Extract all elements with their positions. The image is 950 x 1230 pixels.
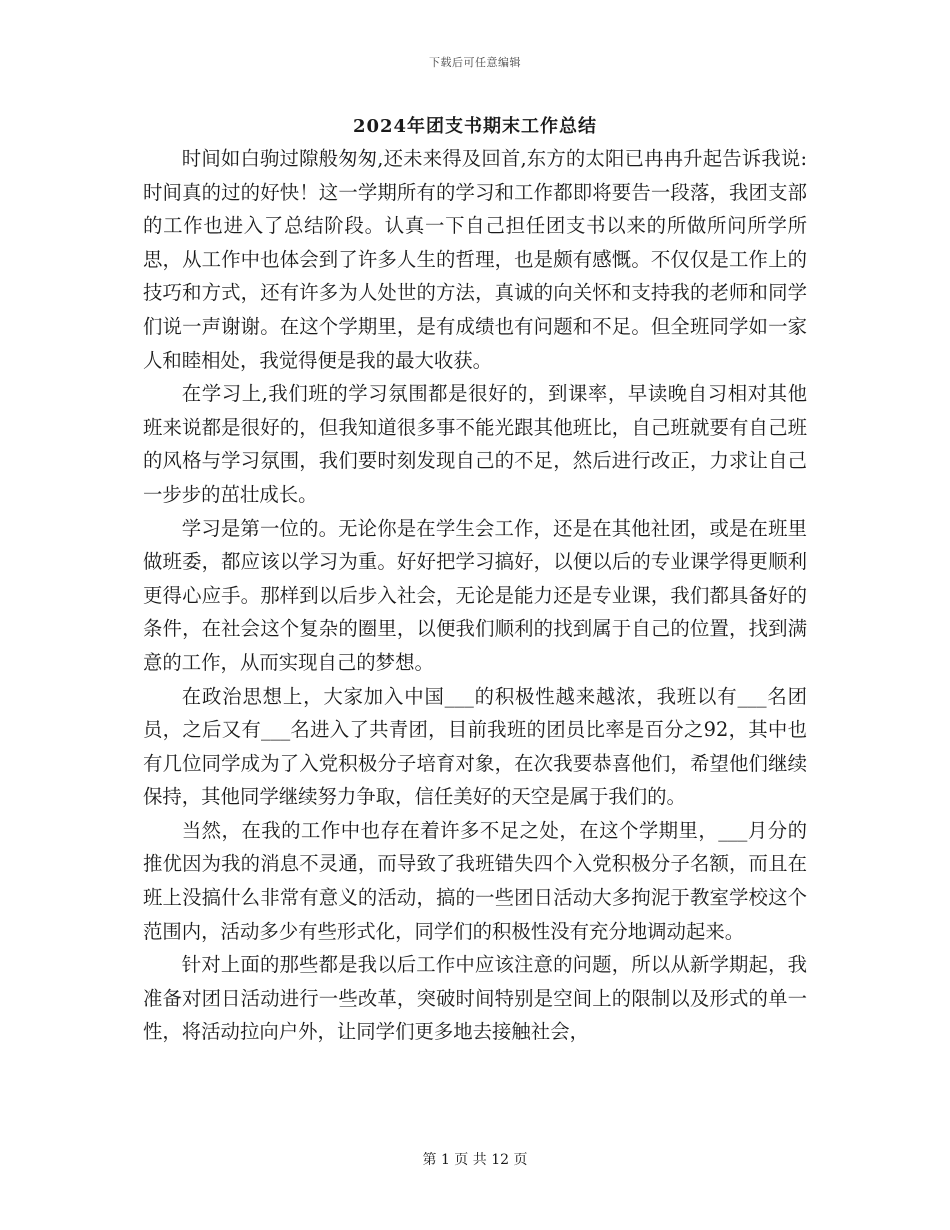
paragraph: 在政治思想上，大家加入中国___的积极性越来越浓，我班以有___名团员，之后又有___名进入了共青团，目前我班的团员比率是百分之92，其中也有几位同学成为了入党积极分子培育对象，在次我要恭喜他们，希望他们继续保持，其他同学继续努力争取，信任美好的天空是属于我们的。 <box>143 684 807 809</box>
paragraph: 当然，在我的工作中也存在着许多不足之处，在这个学期里，___月分的推优因为我的消息不灵通，而导致了我班错失四个入党积极分子名额，而且在班上没搞什么非常有意义的活动，搞的一些团日活动大多拘泥于教室学校这个范围内，活动多少有些形式化，同学们的积极性没有充分地调动起来。 <box>143 818 807 943</box>
paragraph: 学习是第一位的。无论你是在学生会工作，还是在其他社团，或是在班里做班委，都应该以学习为重。好好把学习搞好，以便以后的专业课学得更顺利更得心应手。那样到以后步入社会，无论是能力还是专业课，我们都具备好的条件，在社会这个复杂的圈里，以便我们顺利的找到属于自己的位置，找到满意的工作，从而实现自己的梦想。 <box>143 516 807 674</box>
header-note: 下载后可任意编辑 <box>429 56 521 69</box>
paragraph: 针对上面的那些都是我以后工作中应该注意的问题，所以从新学期起，我准备对团日活动进行一些改革，突破时间特别是空间上的限制以及形式的单一性，将活动拉向户外，让同学们更多地去接触社会， <box>143 953 807 1044</box>
page-footer: 第 1 页 共 12 页 <box>422 1152 528 1168</box>
document-title: 2024年团支书期末工作总结 <box>352 116 598 137</box>
document-body <box>143 142 807 1049</box>
paragraph: 在学习上,我们班的学习氛围都是很好的，到课率，早读晚自习相对其他班来说都是很好的，但我知道很多事不能光跟其他班比，自己班就要有自己班的风格与学习氛围，我们要时刻发现自己的不足，然后进行改正，力求让自己一步步的茁壮成长。 <box>143 382 807 506</box>
paragraph: 时间如白驹过隙般匆匆,还未来得及回首,东方的太阳已冉冉升起告诉我说:时间真的过的好快！这一学期所有的学习和工作都即将要告一段落，我团支部的工作也进入了总结阶段。认真一下自己担任团支书以来的所做所问所学所思，从工作中也体会到了许多人生的哲理，也是颇有感慨。不仅仅是工作上的技巧和方式，还有许多为人处世的方法，真诚的向关怀和支持我的老师和同学们说一声谢谢。在这个学期里，是有成绩也有问题和不足。但全班同学如一家人和睦相处，我觉得便是我的最大收获。 <box>143 147 807 372</box>
